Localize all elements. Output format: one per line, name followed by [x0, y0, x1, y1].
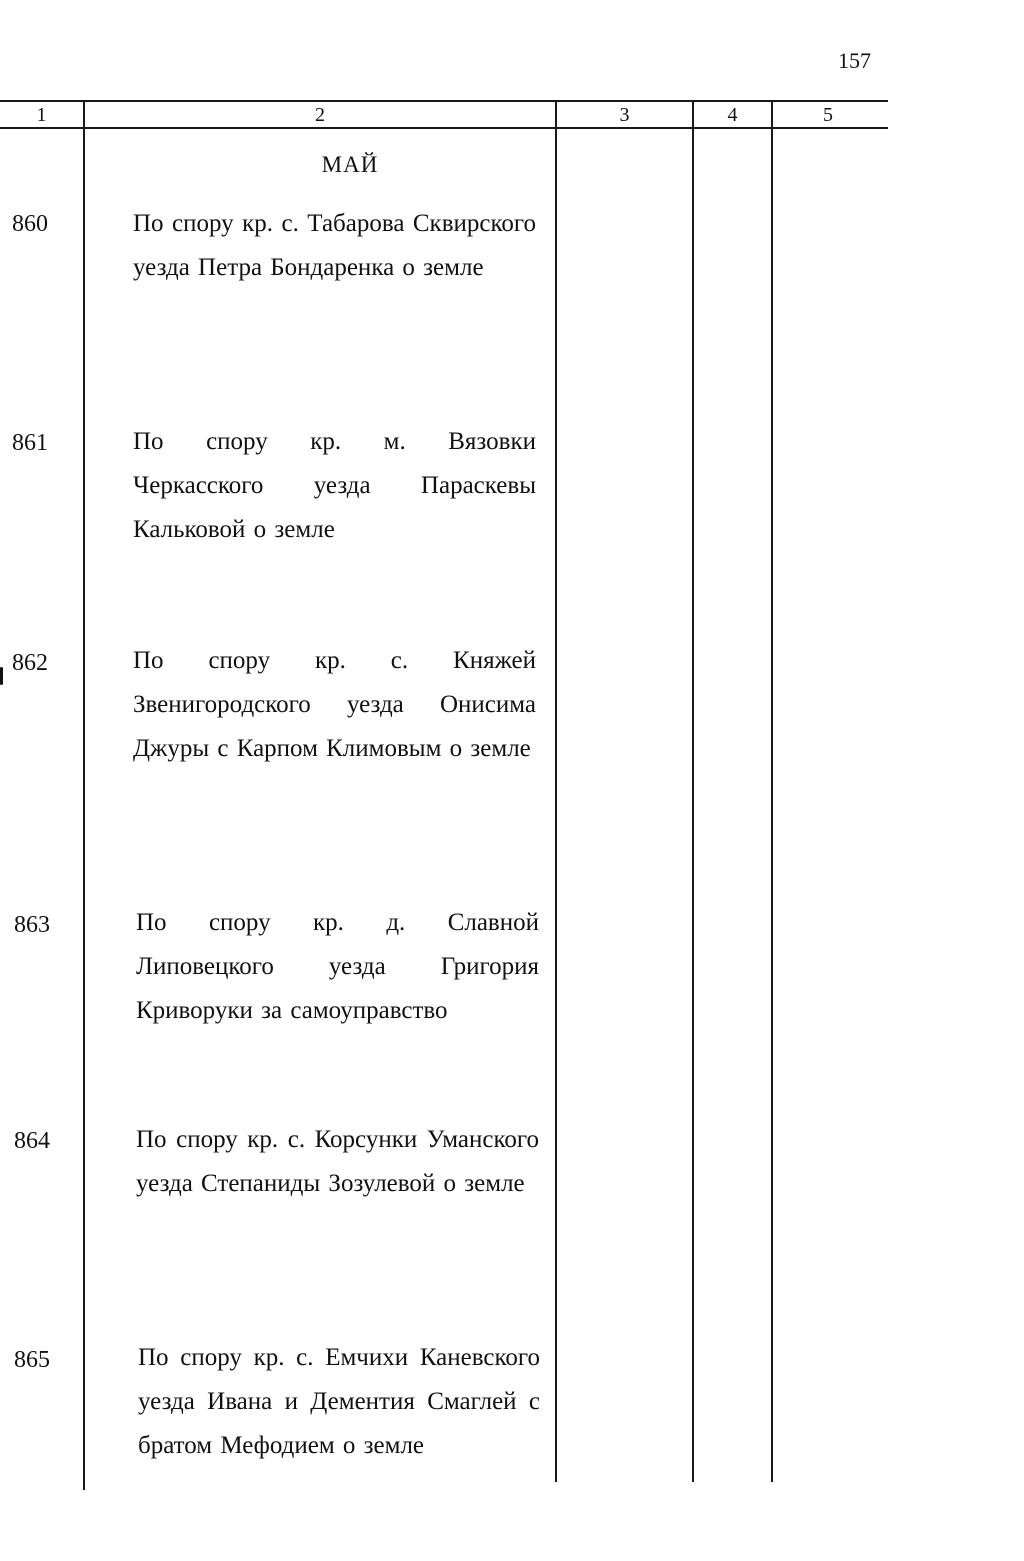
column-header-1: 1	[36, 104, 47, 126]
entry-number: 864	[14, 1128, 50, 1154]
entry-description: По спору кр. с. Емчихи Каневского уезда Ивана и Дементия Смаглей с братом Мефодием о земле	[138, 1344, 540, 1459]
column-header-5: 5	[823, 104, 833, 126]
entry-description: По спору кр. с. Корсунки Уманского уезда Степаниды Зозулевой о земле	[136, 1126, 539, 1197]
entry-description: По спору кр. д. Славной Липовецкого уезда Григория Криворуки за самоуправство	[136, 909, 539, 1024]
entry-number: 860	[12, 211, 48, 237]
entry-description: По спору кр. с. Княжей Звенигородского уезда Онисима Джуры с Карпом Климовым о земле	[133, 647, 536, 762]
column-divider-2	[555, 101, 557, 1482]
column-divider-3	[692, 101, 694, 1482]
page-number: 157	[838, 48, 871, 73]
entry-number: 862	[12, 650, 48, 676]
month-heading: МАЙ	[321, 152, 379, 177]
margin-mark	[0, 667, 3, 685]
entry-number: 863	[14, 912, 50, 938]
column-divider-1	[83, 101, 85, 1490]
column-divider-4	[771, 101, 773, 1482]
entry-number: 865	[14, 1347, 50, 1373]
entry-description: По спору кр. с. Табарова Сквирского уезда Петра Бондаренка о земле	[133, 210, 536, 281]
table-header-rule	[0, 127, 888, 129]
column-header-3: 3	[619, 104, 630, 126]
entry-number: 861	[12, 430, 48, 456]
table-top-rule	[0, 100, 888, 102]
entry-description: По спору кр. м. Вязовки Черкасского уезда Параскевы Кальковой о земле	[133, 428, 536, 543]
column-header-2: 2	[315, 104, 325, 126]
column-header-4: 4	[727, 104, 738, 126]
